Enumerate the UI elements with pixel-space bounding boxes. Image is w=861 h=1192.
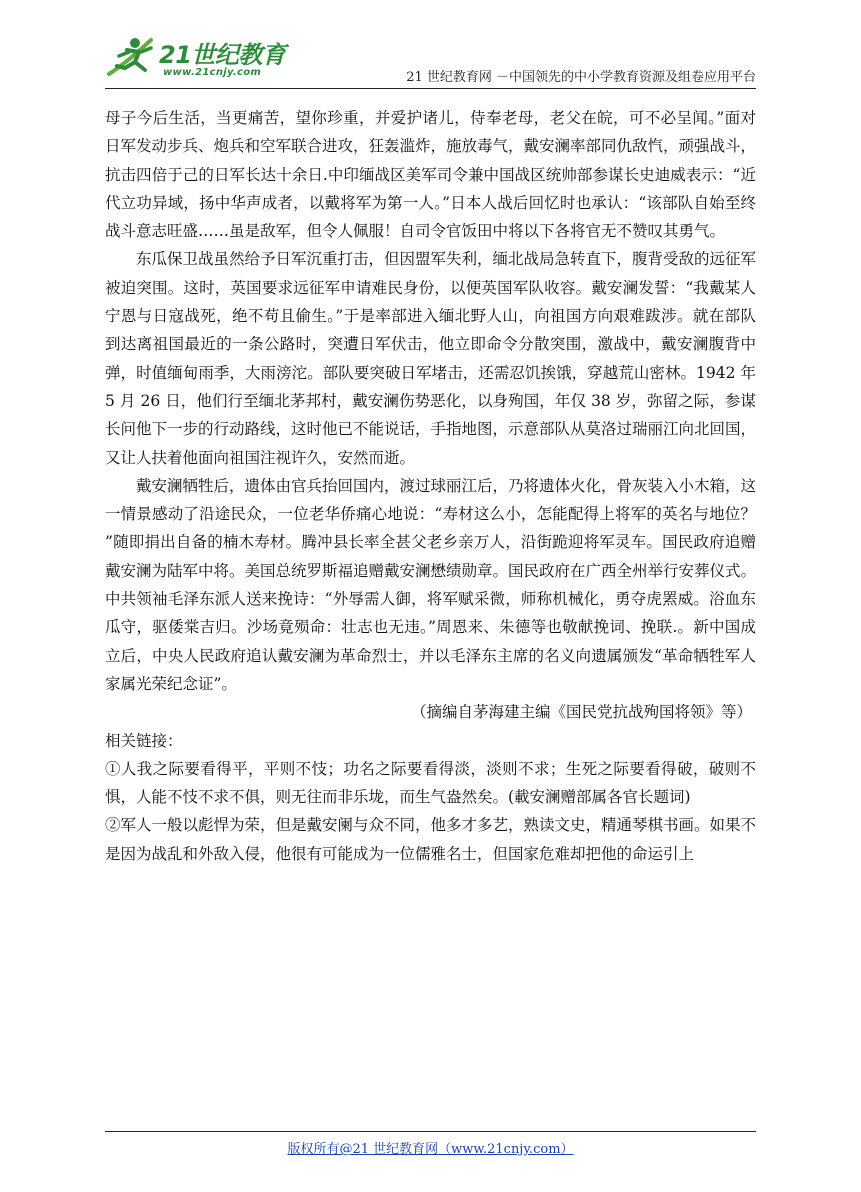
page-footer	[0, 1138, 861, 1157]
logo-url-text: www.21cnjy.com	[163, 67, 262, 78]
header-tagline: 21 世纪教育网 －中国领先的中小学教育资源及组卷应用平台	[406, 70, 756, 85]
source-citation: （摘编自茅海建主编《国民党抗战殉国将领》等）	[410, 703, 752, 722]
logo-brand-text: 21世纪教育	[159, 41, 286, 69]
copyright-link[interactable]: 版权所有@21 世纪教育网（www.21cnjy.com）	[287, 1142, 574, 1157]
page-header	[105, 30, 756, 88]
paragraph-3: 戴安澜牺牲后，遗体由官兵抬回国内，渡过球丽江后，乃将遗体火化，骨灰装入小木箱，这一情景感动了沿途民众，一位老华侨痛心地说：“寿材这么小，怎能配得上将军的英名与地位？ ”随即捐出自备的楠木寿材。腾冲县长率全甚父老乡亲万人，沿街跪迎将军灵车。国民政府追赠戴安澜为陆军中将。美国总统罗斯福追赠戴安澜懋绩勋章。国民政府在广西全州举行安葬仪式。中共领袖毛泽东派人送来挽诗：“外辱需人御，将军赋采微，师称机械化，勇夺虎罴威。浴血东瓜守，驱倭棠吉归。沙场竟殒命：壮志也无违。”周恩来、朱德等也敬献挽词、挽联.。新中国成立后，中央人民政府追认戴安澜为革命烈士，并以毛泽东主席的名义向遗属颁发“革命牺牲军人家属光荣纪念证”。	[105, 476, 757, 693]
header-divider	[105, 88, 756, 89]
article-body	[105, 104, 756, 868]
related-links-label: 相关链接：	[105, 731, 183, 750]
related-link-2: ②军人一般以彪悍为荣，但是戴安阑与众不同，他多才多艺，熟读文史，精通琴棋书画。如果不是因为战乱和外敌入侵，他很有可能成为一位儒雅名士，但国家危难却把他的命运引上	[105, 816, 757, 863]
related-link-1: ①人我之际要看得平，平则不忮；功名之际要看得淡，淡则不求；生死之际要看得破，破则不惧，人能不忮不求不俱，则无往而非乐垅，而生气盎然矣。(載安澜赠部属各官长题词)	[105, 759, 756, 807]
paragraph-2: 东瓜保卫战虽然给予日军沉重打击，但因盟军失利，缅北战局急转直下，腹背受敌的远征军被迫突围。这时，英国要求远征军申请难民身份，以便英国军队收容。戴安澜发誓：“我戴某人宁恩与日寇战死，绝不苟且偷生。”于是率部进入缅北野人山，向祖国方向艰难跋涉。就在部队到达离祖国最近的一条公路时，突遭日军伏击，他立即命令分散突围，激战中，戴安澜腹背中弹，时值缅甸雨季，大雨滂沱。部队要突破日军堵击，还需忍饥挨饿，穿越荒山密林。1942 年 5 月 26 日，他们行至缅北茅邦村，戴安澜伤势恶化，以身殉国，年仅 38 岁，弥留之际，参谋长问他下一步的行动路线，这时他已不能说话，手指地图，示意部队从莫洛过瑞丽江向北回国，又让人扶着他面向祖国注视许久，安然而逝。	[105, 250, 757, 467]
running-figure-icon	[105, 34, 157, 80]
site-logo[interactable]	[105, 30, 295, 86]
footer-divider	[105, 1131, 756, 1132]
paragraph-1: 母子今后生活，当更痛苦，望你珍重，并爱护诸儿，侍奉老母，老父在皖，可不必呈闻。”面对日军发动步兵、炮兵和空军联合进攻，狂轰滥炸，施放毒气，戴安澜率部同仇敌忾，顽强战斗，抗击四倍于己的日军长达十余日.中印缅战区美军司令兼中国战区统帅部参谋长史迪威表示：“近代立功异域，扬中华声成者，以戴将军为第一人。”日本人战后回忆时也承认：“该部队自始至终战斗意志旺盛……虽是敌军，但令人佩服！自司令官饭田中将以下各将官无不赞叹其勇气。	[105, 109, 757, 241]
